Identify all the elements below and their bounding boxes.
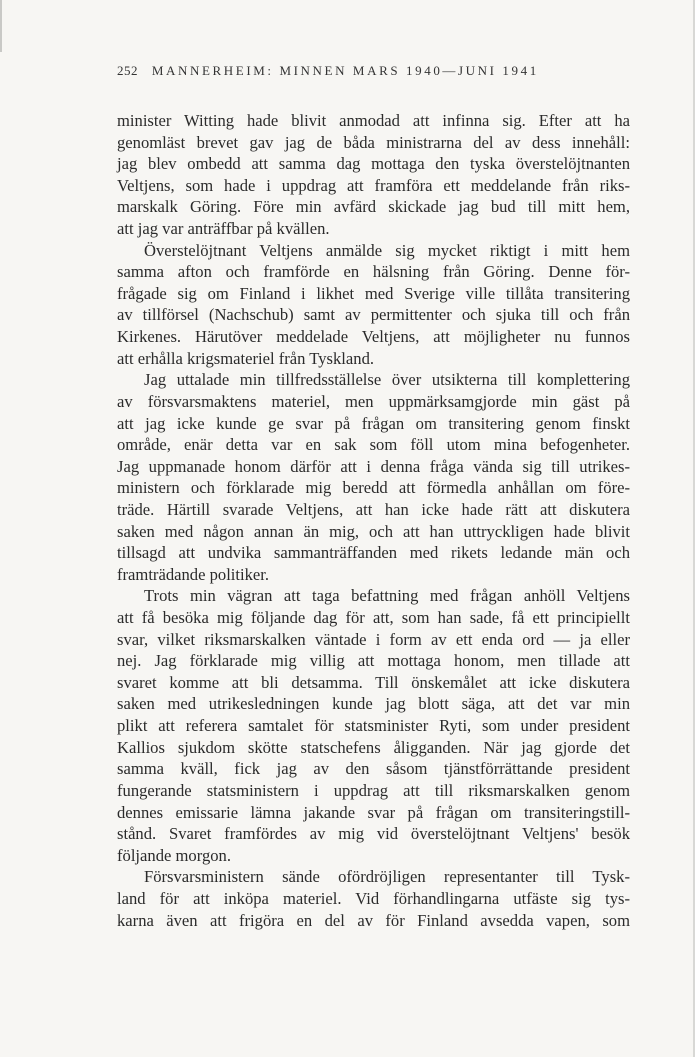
text-line: jag blev ombedd att samma dag mottaga den tyska överstelöjtnanten <box>117 154 630 174</box>
text-line: marskalk Göring. Före min avfärd skickade jag bud till mitt hem, <box>117 197 630 217</box>
page-number: 252 <box>117 63 138 78</box>
text-line: minister Witting hade blivit anmodad att infinna sig. Efter att ha <box>117 111 630 130</box>
running-title: MANNERHEIM: MINNEN MARS 1940—JUNI 1941 <box>151 63 539 78</box>
text-line: Överstelöjtnant Veltjens anmälde sig mycket riktigt i mitt hem <box>144 240 630 260</box>
text-line: Kallios sjukdom skötte statschefens åligganden. När jag gjorde det <box>117 737 630 757</box>
text-line: att jag icke kunde ge svar på frågan om transitering genom finskt <box>117 413 630 433</box>
text-line: ministern och förklarade mig beredd att förmedla anhållan om före- <box>117 478 630 498</box>
running-header <box>117 63 637 79</box>
text-line: fungerande statsministern i uppdrag att till riksmarskalken genom <box>117 780 630 800</box>
text-line: plikt att referera samtalet för statsminister Ryti, som under president <box>117 716 630 736</box>
text-line: karna även att frigöra en del av för Finland avsedda vapen, som <box>117 910 630 930</box>
text-line: att få besöka mig följande dag för att, som han sade, få ett principiellt <box>117 608 630 628</box>
text-line: saken med utrikesledningen kunde jag blott säga, att det var min <box>117 694 630 714</box>
text-line: dennes emissarie lämna jakande svar på frågan om transiteringstill- <box>117 802 630 822</box>
text-line: land för att inköpa materiel. Vid förhandlingarna utfäste sig tys- <box>117 888 630 908</box>
text-line: att jag var anträffbar på kvällen. <box>117 219 330 239</box>
text-line: frågade sig om Finland i likhet med Sverige ville tillåta transitering <box>117 283 630 303</box>
text-line: träde. Härtill svarade Veltjens, att han icke hade rätt att diskutera <box>117 499 630 519</box>
text-line: Jag uttalade min tillfredsställelse över utsikterna till komplettering <box>144 370 630 390</box>
text-line: tillsagd att undvika sammanträffanden med rikets ledande män och <box>117 543 630 563</box>
text-line: område, enär detta var en sak som föll utom mina befogenheter. <box>117 435 630 455</box>
text-line: framträdande politiker. <box>117 564 270 584</box>
scan-edge-left <box>0 0 2 52</box>
text-line: svaret komme att bli detsamma. Till önskemålet att icke diskutera <box>117 672 630 692</box>
text-line: Veltjens, som hade i uppdrag att framföra ett meddelande från riks- <box>117 175 630 195</box>
text-line: saken med någon annan än mig, och att han uttryckligen hade blivit <box>117 521 630 541</box>
text-line: svar, vilket riksmarskalken väntade i form av ett enda ord — ja eller <box>117 629 630 649</box>
text-line: genomläst brevet gav jag de båda ministrarna del av dess innehåll: <box>117 132 630 152</box>
text-line: Försvarsministern sände ofördröjligen representanter till Tysk- <box>144 867 630 887</box>
text-line: att erhålla krigsmateriel från Tyskland. <box>117 348 375 368</box>
text-line: samma kväll, fick jag av den såsom tjänstförrättande president <box>117 759 630 779</box>
text-line: Trots min vägran att taga befattning med frågan anhöll Veltjens <box>144 586 630 606</box>
text-line: stånd. Svaret framfördes av mig vid överstelöjtnant Veltjens' besök <box>117 824 630 844</box>
text-line: av försvarsmaktens materiel, men uppmärksamgjorde min gäst på <box>117 391 630 411</box>
text-line: samma afton och framförde en hälsning från Göring. Denne för- <box>117 262 630 282</box>
text-line: av tillförsel (Nachschub) samt av permittenter och sjuka till och från <box>117 305 630 325</box>
text-line: Kirkenes. Härutöver meddelade Veltjens, att möjligheter nu funnos <box>117 327 630 347</box>
text-line: följande morgon. <box>117 845 231 865</box>
body-text <box>117 110 630 931</box>
text-line: Jag uppmanade honom därför att i denna fråga vända sig till utrikes- <box>117 456 630 476</box>
text-line: nej. Jag förklarade mig villig att mottaga honom, men tillade att <box>117 651 630 671</box>
